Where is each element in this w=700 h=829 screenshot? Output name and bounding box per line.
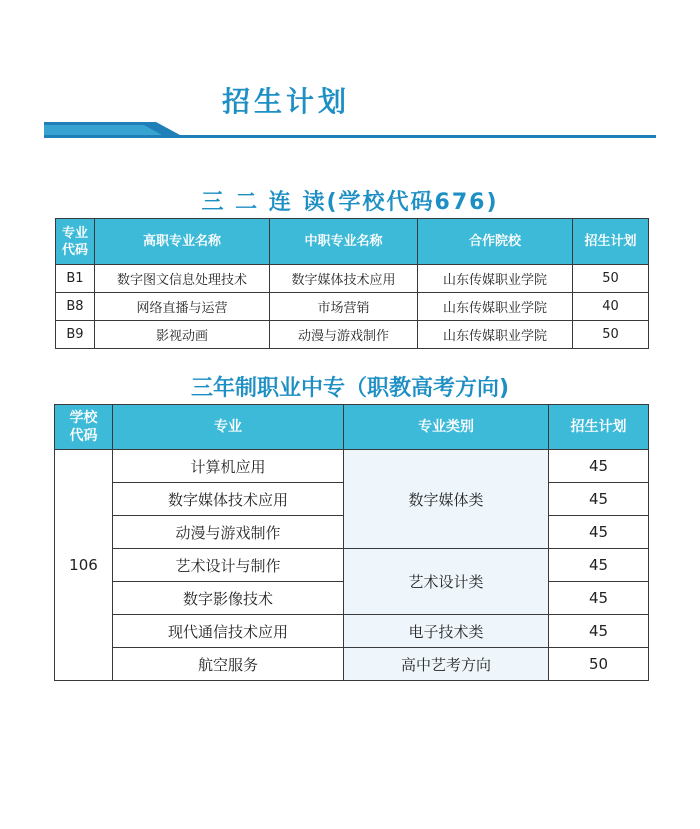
cell-plan: 50 (573, 265, 649, 293)
underline-light-stripe (44, 125, 162, 135)
cell-higher-major: 影视动画 (95, 321, 270, 349)
cell-category: 数字媒体类 (344, 450, 549, 549)
cell-plan: 40 (573, 293, 649, 321)
cell-category: 高中艺考方向 (344, 648, 549, 681)
header-major-category: 专业类别 (344, 405, 549, 450)
table-row (56, 293, 649, 321)
header-code-line2: 代码 (61, 242, 88, 258)
header-partner-college: 合作院校 (418, 219, 573, 265)
header-code-line1: 专业 (61, 225, 88, 241)
cell-code: B1 (56, 265, 95, 293)
cell-major: 动漫与游戏制作 (113, 516, 344, 549)
cell-school-code: 106 (55, 450, 113, 681)
cell-partner-college: 山东传媒职业学院 (418, 265, 573, 293)
cell-secondary-major: 动漫与游戏制作 (270, 321, 418, 349)
table-three-year-program (54, 404, 649, 681)
cell-major: 现代通信技术应用 (113, 615, 344, 648)
title-underline-decoration (44, 122, 656, 138)
cell-code: B8 (56, 293, 95, 321)
cell-plan: 45 (549, 450, 649, 483)
header-plan: 招生计划 (549, 405, 649, 450)
header-school-code-line1: 学校 (69, 410, 98, 426)
cell-partner-college: 山东传媒职业学院 (418, 321, 573, 349)
table-row (55, 549, 649, 582)
header-plan: 招生计划 (573, 219, 649, 265)
header-higher-major: 高职专业名称 (95, 219, 270, 265)
cell-plan: 45 (549, 483, 649, 516)
cell-major: 计算机应用 (113, 450, 344, 483)
table-row (56, 265, 649, 293)
cell-major: 航空服务 (113, 648, 344, 681)
cell-category: 艺术设计类 (344, 549, 549, 615)
page-title: 招生计划 (221, 85, 350, 118)
table-row (55, 648, 649, 681)
cell-plan: 45 (549, 582, 649, 615)
cell-partner-college: 山东传媒职业学院 (418, 293, 573, 321)
cell-secondary-major: 数字媒体技术应用 (270, 265, 418, 293)
cell-secondary-major: 市场营销 (270, 293, 418, 321)
cell-major: 数字媒体技术应用 (113, 483, 344, 516)
cell-plan: 45 (549, 615, 649, 648)
section1-title: 三 二 连 读(学校代码676) (201, 190, 499, 215)
cell-major: 艺术设计与制作 (113, 549, 344, 582)
table-header-row (55, 405, 649, 450)
header-code (56, 219, 95, 265)
table-row (55, 615, 649, 648)
underline-thin-line (44, 135, 656, 138)
cell-category: 电子技术类 (344, 615, 549, 648)
header-school-code (55, 405, 113, 450)
cell-code: B9 (56, 321, 95, 349)
cell-higher-major: 网络直播与运营 (95, 293, 270, 321)
header-secondary-major: 中职专业名称 (270, 219, 418, 265)
cell-plan: 45 (549, 549, 649, 582)
cell-plan: 45 (549, 516, 649, 549)
cell-higher-major: 数字图文信息处理技术 (95, 265, 270, 293)
header-major: 专业 (113, 405, 344, 450)
table-row (55, 450, 649, 483)
table-row (56, 321, 649, 349)
header-school-code-line2: 代码 (69, 428, 98, 444)
table-header-row (56, 219, 649, 265)
table-three-two-program (55, 218, 649, 349)
cell-major: 数字影像技术 (113, 582, 344, 615)
cell-plan: 50 (573, 321, 649, 349)
section2-title: 三年制职业中专（职教高考方向) (190, 376, 510, 401)
cell-plan: 50 (549, 648, 649, 681)
